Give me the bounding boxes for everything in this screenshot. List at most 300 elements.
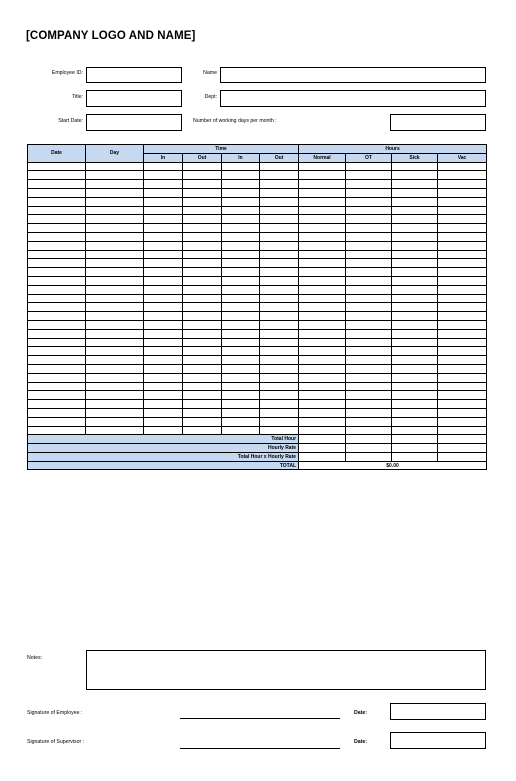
table-cell[interactable] — [28, 294, 86, 303]
table-cell[interactable] — [438, 400, 487, 409]
table-cell[interactable] — [346, 224, 392, 233]
table-cell[interactable] — [86, 364, 144, 373]
table-cell[interactable] — [222, 382, 260, 391]
table-cell[interactable] — [438, 224, 487, 233]
table-cell[interactable] — [346, 171, 392, 180]
table-cell[interactable] — [438, 285, 487, 294]
table-cell[interactable] — [260, 188, 299, 197]
table-cell[interactable] — [346, 320, 392, 329]
table-cell[interactable] — [392, 232, 438, 241]
table-cell[interactable] — [86, 320, 144, 329]
summary-cell[interactable] — [346, 435, 392, 444]
table-cell[interactable] — [183, 215, 222, 224]
table-cell[interactable] — [144, 232, 183, 241]
table-cell[interactable] — [28, 408, 86, 417]
table-cell[interactable] — [183, 312, 222, 321]
table-cell[interactable] — [144, 303, 183, 312]
table-cell[interactable] — [28, 188, 86, 197]
summary-cell[interactable] — [438, 435, 487, 444]
table-cell[interactable] — [299, 180, 346, 189]
table-cell[interactable] — [392, 206, 438, 215]
table-cell[interactable] — [222, 197, 260, 206]
table-cell[interactable] — [346, 347, 392, 356]
table-cell[interactable] — [346, 268, 392, 277]
table-cell[interactable] — [86, 197, 144, 206]
table-cell[interactable] — [28, 285, 86, 294]
table-cell[interactable] — [222, 391, 260, 400]
table-cell[interactable] — [438, 171, 487, 180]
start-date-field[interactable] — [86, 114, 182, 131]
table-cell[interactable] — [183, 171, 222, 180]
table-cell[interactable] — [183, 373, 222, 382]
table-cell[interactable] — [86, 400, 144, 409]
table-cell[interactable] — [86, 391, 144, 400]
table-cell[interactable] — [183, 188, 222, 197]
table-cell[interactable] — [183, 364, 222, 373]
table-cell[interactable] — [222, 408, 260, 417]
table-cell[interactable] — [260, 391, 299, 400]
table-cell[interactable] — [28, 426, 86, 435]
table-cell[interactable] — [222, 276, 260, 285]
table-cell[interactable] — [86, 294, 144, 303]
table-cell[interactable] — [86, 312, 144, 321]
table-cell[interactable] — [144, 268, 183, 277]
table-cell[interactable] — [28, 180, 86, 189]
notes-field[interactable] — [86, 650, 486, 690]
table-cell[interactable] — [183, 294, 222, 303]
table-cell[interactable] — [260, 303, 299, 312]
table-cell[interactable] — [438, 197, 487, 206]
table-cell[interactable] — [299, 259, 346, 268]
table-cell[interactable] — [260, 268, 299, 277]
table-cell[interactable] — [392, 417, 438, 426]
table-cell[interactable] — [438, 250, 487, 259]
table-cell[interactable] — [144, 294, 183, 303]
table-cell[interactable] — [28, 197, 86, 206]
table-cell[interactable] — [222, 364, 260, 373]
table-cell[interactable] — [144, 417, 183, 426]
table-cell[interactable] — [438, 259, 487, 268]
table-cell[interactable] — [144, 285, 183, 294]
table-cell[interactable] — [438, 206, 487, 215]
table-cell[interactable] — [28, 232, 86, 241]
table-cell[interactable] — [144, 250, 183, 259]
table-cell[interactable] — [346, 356, 392, 365]
table-cell[interactable] — [183, 241, 222, 250]
table-cell[interactable] — [438, 329, 487, 338]
table-cell[interactable] — [222, 162, 260, 171]
table-cell[interactable] — [86, 338, 144, 347]
table-cell[interactable] — [392, 259, 438, 268]
table-cell[interactable] — [346, 241, 392, 250]
table-cell[interactable] — [438, 408, 487, 417]
table-cell[interactable] — [260, 171, 299, 180]
table-cell[interactable] — [392, 215, 438, 224]
table-cell[interactable] — [260, 276, 299, 285]
table-cell[interactable] — [392, 426, 438, 435]
table-cell[interactable] — [222, 268, 260, 277]
table-cell[interactable] — [183, 417, 222, 426]
table-cell[interactable] — [392, 285, 438, 294]
table-cell[interactable] — [260, 197, 299, 206]
table-cell[interactable] — [299, 426, 346, 435]
table-cell[interactable] — [260, 426, 299, 435]
table-cell[interactable] — [299, 347, 346, 356]
table-cell[interactable] — [28, 171, 86, 180]
table-cell[interactable] — [86, 356, 144, 365]
table-cell[interactable] — [299, 276, 346, 285]
table-cell[interactable] — [28, 391, 86, 400]
table-cell[interactable] — [28, 347, 86, 356]
table-cell[interactable] — [144, 382, 183, 391]
table-cell[interactable] — [28, 241, 86, 250]
table-cell[interactable] — [438, 241, 487, 250]
table-cell[interactable] — [28, 400, 86, 409]
table-cell[interactable] — [392, 241, 438, 250]
table-cell[interactable] — [144, 180, 183, 189]
table-cell[interactable] — [392, 250, 438, 259]
table-cell[interactable] — [260, 338, 299, 347]
table-cell[interactable] — [183, 224, 222, 233]
table-cell[interactable] — [260, 417, 299, 426]
table-cell[interactable] — [260, 215, 299, 224]
table-cell[interactable] — [438, 180, 487, 189]
table-cell[interactable] — [392, 382, 438, 391]
table-cell[interactable] — [438, 417, 487, 426]
table-cell[interactable] — [144, 197, 183, 206]
table-cell[interactable] — [222, 294, 260, 303]
table-cell[interactable] — [222, 171, 260, 180]
table-cell[interactable] — [183, 391, 222, 400]
table-cell[interactable] — [222, 241, 260, 250]
table-cell[interactable] — [86, 417, 144, 426]
table-cell[interactable] — [299, 338, 346, 347]
table-cell[interactable] — [86, 329, 144, 338]
table-cell[interactable] — [299, 417, 346, 426]
table-cell[interactable] — [183, 206, 222, 215]
table-cell[interactable] — [222, 373, 260, 382]
table-cell[interactable] — [144, 373, 183, 382]
table-cell[interactable] — [144, 426, 183, 435]
table-cell[interactable] — [86, 259, 144, 268]
table-cell[interactable] — [28, 250, 86, 259]
table-cell[interactable] — [392, 276, 438, 285]
table-cell[interactable] — [346, 232, 392, 241]
table-cell[interactable] — [222, 400, 260, 409]
table-cell[interactable] — [86, 303, 144, 312]
table-cell[interactable] — [392, 391, 438, 400]
table-cell[interactable] — [28, 276, 86, 285]
table-cell[interactable] — [183, 250, 222, 259]
table-cell[interactable] — [346, 426, 392, 435]
table-cell[interactable] — [299, 268, 346, 277]
table-cell[interactable] — [86, 250, 144, 259]
table-cell[interactable] — [260, 329, 299, 338]
table-cell[interactable] — [392, 303, 438, 312]
table-cell[interactable] — [183, 400, 222, 409]
table-cell[interactable] — [299, 188, 346, 197]
table-cell[interactable] — [260, 356, 299, 365]
table-cell[interactable] — [222, 206, 260, 215]
table-cell[interactable] — [144, 276, 183, 285]
table-cell[interactable] — [392, 408, 438, 417]
table-cell[interactable] — [438, 373, 487, 382]
table-cell[interactable] — [346, 391, 392, 400]
table-cell[interactable] — [392, 224, 438, 233]
table-cell[interactable] — [28, 382, 86, 391]
table-cell[interactable] — [260, 408, 299, 417]
table-cell[interactable] — [346, 400, 392, 409]
table-cell[interactable] — [260, 206, 299, 215]
table-cell[interactable] — [183, 382, 222, 391]
table-cell[interactable] — [183, 303, 222, 312]
table-cell[interactable] — [392, 356, 438, 365]
table-cell[interactable] — [438, 294, 487, 303]
table-cell[interactable] — [346, 364, 392, 373]
table-cell[interactable] — [438, 303, 487, 312]
table-cell[interactable] — [144, 364, 183, 373]
summary-cell[interactable] — [299, 452, 346, 461]
table-cell[interactable] — [299, 320, 346, 329]
table-cell[interactable] — [144, 391, 183, 400]
table-cell[interactable] — [222, 312, 260, 321]
table-cell[interactable] — [392, 373, 438, 382]
supervisor-signature-line[interactable] — [180, 748, 340, 749]
table-cell[interactable] — [183, 285, 222, 294]
table-cell[interactable] — [144, 356, 183, 365]
table-cell[interactable] — [438, 232, 487, 241]
table-cell[interactable] — [299, 408, 346, 417]
table-cell[interactable] — [392, 162, 438, 171]
table-cell[interactable] — [346, 294, 392, 303]
working-days-field[interactable] — [390, 114, 486, 131]
table-cell[interactable] — [144, 259, 183, 268]
table-cell[interactable] — [183, 347, 222, 356]
table-cell[interactable] — [222, 329, 260, 338]
table-cell[interactable] — [346, 215, 392, 224]
table-cell[interactable] — [86, 206, 144, 215]
table-cell[interactable] — [260, 312, 299, 321]
table-cell[interactable] — [260, 285, 299, 294]
table-cell[interactable] — [438, 347, 487, 356]
supervisor-date-field[interactable] — [390, 732, 486, 749]
table-cell[interactable] — [299, 364, 346, 373]
table-cell[interactable] — [28, 338, 86, 347]
table-cell[interactable] — [299, 232, 346, 241]
table-cell[interactable] — [438, 268, 487, 277]
summary-cell[interactable] — [299, 435, 346, 444]
employee-id-field[interactable] — [86, 67, 182, 83]
table-cell[interactable] — [299, 215, 346, 224]
table-cell[interactable] — [183, 426, 222, 435]
table-cell[interactable] — [28, 356, 86, 365]
summary-cell[interactable] — [392, 452, 438, 461]
table-cell[interactable] — [392, 268, 438, 277]
table-cell[interactable] — [392, 188, 438, 197]
table-cell[interactable] — [299, 250, 346, 259]
table-cell[interactable] — [346, 162, 392, 171]
table-cell[interactable] — [28, 206, 86, 215]
table-cell[interactable] — [299, 329, 346, 338]
table-cell[interactable] — [346, 417, 392, 426]
table-cell[interactable] — [438, 276, 487, 285]
table-cell[interactable] — [299, 400, 346, 409]
table-cell[interactable] — [28, 312, 86, 321]
table-cell[interactable] — [183, 162, 222, 171]
table-cell[interactable] — [222, 303, 260, 312]
table-cell[interactable] — [392, 320, 438, 329]
table-cell[interactable] — [438, 215, 487, 224]
summary-cell[interactable] — [346, 452, 392, 461]
table-cell[interactable] — [392, 171, 438, 180]
table-cell[interactable] — [260, 162, 299, 171]
table-cell[interactable] — [144, 338, 183, 347]
table-cell[interactable] — [260, 250, 299, 259]
table-cell[interactable] — [346, 312, 392, 321]
title-field[interactable] — [86, 90, 182, 107]
table-cell[interactable] — [144, 329, 183, 338]
table-cell[interactable] — [392, 329, 438, 338]
table-cell[interactable] — [438, 312, 487, 321]
table-cell[interactable] — [392, 400, 438, 409]
table-cell[interactable] — [222, 224, 260, 233]
table-cell[interactable] — [144, 320, 183, 329]
table-cell[interactable] — [346, 303, 392, 312]
table-cell[interactable] — [260, 259, 299, 268]
table-cell[interactable] — [86, 373, 144, 382]
table-cell[interactable] — [144, 188, 183, 197]
table-cell[interactable] — [299, 171, 346, 180]
table-cell[interactable] — [222, 338, 260, 347]
table-cell[interactable] — [183, 329, 222, 338]
table-cell[interactable] — [346, 180, 392, 189]
employee-signature-line[interactable] — [180, 718, 340, 719]
table-cell[interactable] — [438, 356, 487, 365]
table-cell[interactable] — [222, 188, 260, 197]
table-cell[interactable] — [28, 162, 86, 171]
table-cell[interactable] — [183, 232, 222, 241]
table-cell[interactable] — [144, 408, 183, 417]
table-cell[interactable] — [438, 364, 487, 373]
summary-cell[interactable] — [438, 452, 487, 461]
table-cell[interactable] — [346, 197, 392, 206]
table-cell[interactable] — [222, 347, 260, 356]
table-cell[interactable] — [86, 408, 144, 417]
table-cell[interactable] — [346, 373, 392, 382]
table-cell[interactable] — [144, 312, 183, 321]
table-cell[interactable] — [299, 382, 346, 391]
table-cell[interactable] — [260, 373, 299, 382]
dept-field[interactable] — [220, 90, 486, 107]
table-cell[interactable] — [222, 285, 260, 294]
table-cell[interactable] — [299, 294, 346, 303]
table-cell[interactable] — [144, 224, 183, 233]
table-cell[interactable] — [299, 303, 346, 312]
table-cell[interactable] — [346, 285, 392, 294]
table-cell[interactable] — [299, 285, 346, 294]
table-cell[interactable] — [28, 364, 86, 373]
table-cell[interactable] — [222, 356, 260, 365]
table-cell[interactable] — [183, 338, 222, 347]
table-cell[interactable] — [86, 188, 144, 197]
table-cell[interactable] — [86, 241, 144, 250]
table-cell[interactable] — [144, 347, 183, 356]
table-cell[interactable] — [260, 180, 299, 189]
table-cell[interactable] — [346, 276, 392, 285]
table-cell[interactable] — [438, 162, 487, 171]
table-cell[interactable] — [183, 356, 222, 365]
table-cell[interactable] — [438, 391, 487, 400]
table-cell[interactable] — [438, 338, 487, 347]
table-cell[interactable] — [144, 171, 183, 180]
table-cell[interactable] — [183, 197, 222, 206]
summary-cell[interactable] — [438, 444, 487, 453]
summary-cell[interactable] — [392, 435, 438, 444]
table-cell[interactable] — [260, 382, 299, 391]
table-cell[interactable] — [392, 312, 438, 321]
table-cell[interactable] — [299, 391, 346, 400]
table-cell[interactable] — [260, 320, 299, 329]
table-cell[interactable] — [392, 197, 438, 206]
table-cell[interactable] — [86, 382, 144, 391]
table-cell[interactable] — [346, 329, 392, 338]
table-cell[interactable] — [346, 338, 392, 347]
table-cell[interactable] — [222, 417, 260, 426]
table-cell[interactable] — [346, 206, 392, 215]
table-cell[interactable] — [392, 294, 438, 303]
table-cell[interactable] — [28, 268, 86, 277]
table-cell[interactable] — [28, 303, 86, 312]
table-cell[interactable] — [299, 241, 346, 250]
table-cell[interactable] — [28, 259, 86, 268]
table-cell[interactable] — [183, 268, 222, 277]
table-cell[interactable] — [260, 347, 299, 356]
table-cell[interactable] — [260, 241, 299, 250]
table-cell[interactable] — [86, 162, 144, 171]
table-cell[interactable] — [299, 162, 346, 171]
table-cell[interactable] — [183, 320, 222, 329]
table-cell[interactable] — [183, 276, 222, 285]
table-cell[interactable] — [86, 276, 144, 285]
table-cell[interactable] — [392, 347, 438, 356]
table-cell[interactable] — [86, 285, 144, 294]
table-cell[interactable] — [260, 294, 299, 303]
table-cell[interactable] — [299, 356, 346, 365]
table-cell[interactable] — [222, 180, 260, 189]
table-cell[interactable] — [299, 373, 346, 382]
table-cell[interactable] — [28, 224, 86, 233]
table-cell[interactable] — [86, 215, 144, 224]
table-cell[interactable] — [299, 224, 346, 233]
table-cell[interactable] — [260, 224, 299, 233]
table-cell[interactable] — [86, 347, 144, 356]
table-cell[interactable] — [222, 250, 260, 259]
table-cell[interactable] — [438, 426, 487, 435]
table-cell[interactable] — [144, 241, 183, 250]
table-cell[interactable] — [144, 400, 183, 409]
table-cell[interactable] — [346, 382, 392, 391]
table-cell[interactable] — [346, 188, 392, 197]
table-cell[interactable] — [299, 312, 346, 321]
table-cell[interactable] — [144, 215, 183, 224]
summary-cell[interactable] — [392, 444, 438, 453]
table-cell[interactable] — [438, 382, 487, 391]
table-cell[interactable] — [222, 259, 260, 268]
table-cell[interactable] — [144, 162, 183, 171]
table-cell[interactable] — [438, 320, 487, 329]
table-cell[interactable] — [299, 197, 346, 206]
table-cell[interactable] — [28, 373, 86, 382]
